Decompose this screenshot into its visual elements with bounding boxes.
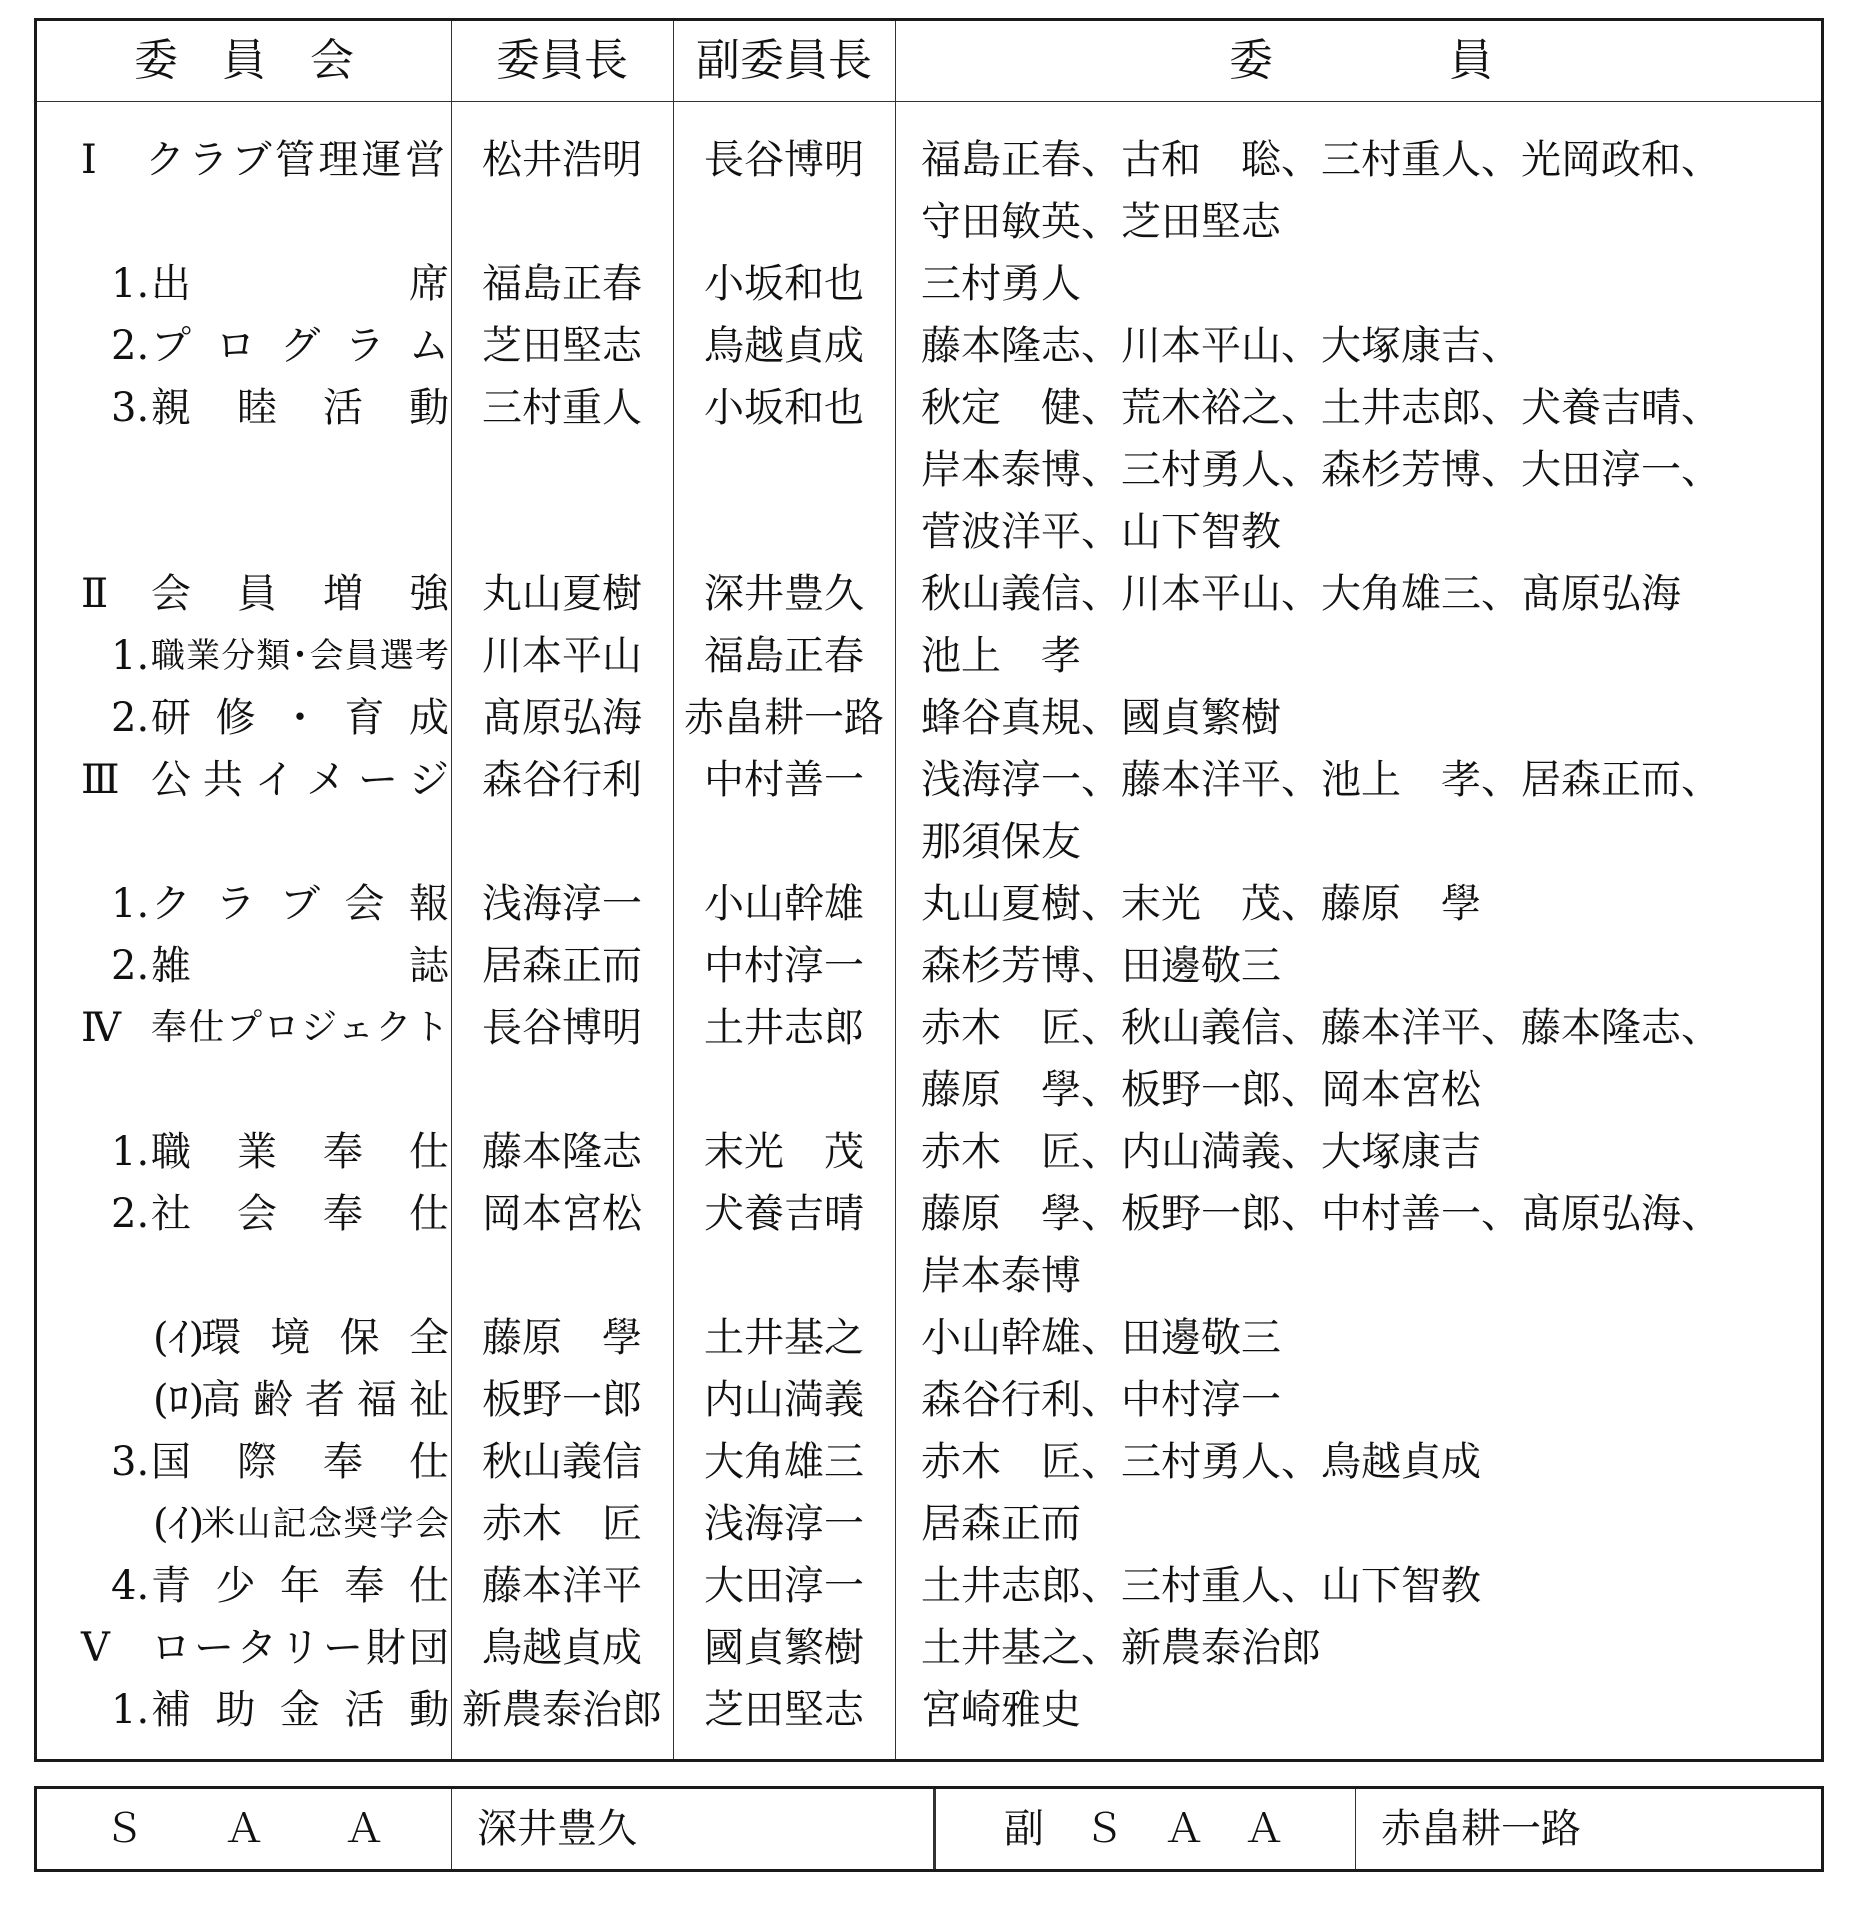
table-row [37, 873, 1821, 935]
table-row [37, 1183, 1821, 1299]
vice-saa-name: 赤畠耕一路 [1381, 1806, 1581, 1852]
members-line: 三村勇人 [921, 261, 1081, 307]
members-line: 岸本泰博、三村勇人、森杉芳博、大田淳一、 [921, 447, 1721, 493]
table-row [37, 1431, 1821, 1493]
chair-name: 丸山夏樹 [482, 571, 642, 617]
committee-name: プログラム [151, 323, 449, 369]
table-row [37, 1121, 1821, 1183]
members-line: 土井基之、新農泰治郎 [921, 1625, 1321, 1671]
members-line: 森杉芳博、田邊敬三 [921, 943, 1281, 989]
vice-chair-name: 國貞繁樹 [704, 1625, 864, 1671]
committee-name: 職 業 奉 仕 [151, 1129, 449, 1175]
chair-name: 福島正春 [482, 261, 642, 307]
committee-number: 4. [111, 1563, 150, 1609]
committee-number: (ｲ) [153, 1501, 205, 1547]
committee-number: 1. [111, 1687, 150, 1733]
table-row [37, 253, 1821, 315]
committee-name: 出 席 [151, 261, 449, 307]
chair-name: 新農泰治郎 [462, 1687, 662, 1733]
committee-name: 環境保全 [201, 1315, 449, 1361]
vice-chair-name: 土井志郎 [704, 1005, 864, 1051]
vice-chair-name: 芝田堅志 [704, 1687, 864, 1733]
committee-name: 親 睦 活 動 [151, 385, 449, 431]
members-line: 池上 孝 [921, 633, 1081, 679]
header-divider [37, 101, 1821, 102]
chair-name: 三村重人 [482, 385, 642, 431]
saa-table [34, 1786, 1824, 1872]
members-line: 那須保友 [921, 819, 1081, 865]
members-line: 蜂谷真規、國貞繁樹 [921, 695, 1281, 741]
vice-chair-name: 大田淳一 [704, 1563, 864, 1609]
vice-saa-label: 副 Ｓ Ａ Ａ [1004, 1806, 1284, 1852]
table-row [37, 625, 1821, 687]
chair-name: 藤原 學 [482, 1315, 642, 1361]
committee-name: 雑 誌 [151, 943, 449, 989]
committee-name: 研 修 ・ 育 成 [151, 695, 449, 741]
committee-number: Ⅰ [81, 137, 97, 183]
table-row [37, 1493, 1821, 1555]
table-row [37, 1307, 1821, 1369]
chair-name: 板野一郎 [482, 1377, 642, 1423]
vice-chair-name: 犬養吉晴 [704, 1191, 864, 1237]
table-row [37, 1679, 1821, 1741]
vice-chair-name: 土井基之 [704, 1315, 864, 1361]
committee-number: Ⅲ [81, 757, 120, 803]
members-line: 森谷行利、中村淳一 [921, 1377, 1281, 1423]
committee-number: 1. [111, 1129, 150, 1175]
chair-name: 浅海淳一 [482, 881, 642, 927]
committee-number: 3. [111, 385, 150, 431]
table-row [37, 129, 1821, 245]
vice-chair-name: 中村淳一 [704, 943, 864, 989]
committee-number: 2. [111, 323, 150, 369]
committee-number: (ﾛ) [153, 1377, 205, 1423]
committee-name: 高齢者福祉 [201, 1377, 449, 1423]
committee-name: 会 員 増 強 [151, 571, 449, 617]
committee-number: 2. [111, 695, 150, 741]
members-line: 守田敏英、芝田堅志 [921, 199, 1281, 245]
chair-name: 藤本隆志 [482, 1129, 642, 1175]
table-row [37, 997, 1821, 1113]
vice-chair-name: 小山幹雄 [704, 881, 864, 927]
vice-chair-name: 内山満義 [704, 1377, 864, 1423]
header-vice-chair: 副委員長 [696, 35, 872, 86]
committee-number: 2. [111, 943, 150, 989]
committee-number: (ｲ) [153, 1315, 205, 1361]
table-row [37, 749, 1821, 865]
column-divider [451, 1789, 452, 1869]
table-row [37, 315, 1821, 377]
members-line: 赤木 匠、内山満義、大塚康吉 [921, 1129, 1481, 1175]
members-line: 藤原 學、板野一郎、岡本宮松 [921, 1067, 1481, 1113]
chair-name: 岡本宮松 [482, 1191, 642, 1237]
saa-name: 深井豊久 [477, 1806, 637, 1852]
chair-name: 松井浩明 [482, 137, 642, 183]
committee-number: 1. [111, 261, 150, 307]
column-divider [1355, 1789, 1356, 1869]
committee-name: 職業分類･会員選考 [151, 636, 449, 676]
committee-number: 1. [111, 633, 150, 679]
table-row [37, 1555, 1821, 1617]
members-line: 小山幹雄、田邊敬三 [921, 1315, 1281, 1361]
members-line: 菅波洋平、山下智教 [921, 509, 1281, 555]
chair-name: 長谷博明 [482, 1005, 642, 1051]
table-row [37, 377, 1821, 555]
vice-chair-name: 鳥越貞成 [704, 323, 864, 369]
committee-number: Ⅴ [81, 1625, 110, 1671]
committee-name: 米山記念奨学会 [201, 1504, 449, 1544]
members-line: 丸山夏樹、末光 茂、藤原 學 [921, 881, 1481, 927]
vice-chair-name: 長谷博明 [704, 137, 864, 183]
committee-name: 国 際 奉 仕 [151, 1439, 449, 1485]
vice-chair-name: 福島正春 [704, 633, 864, 679]
committee-number: Ⅱ [81, 571, 109, 617]
table-row [37, 687, 1821, 749]
saa-label: Ｓ Ａ Ａ [104, 1806, 384, 1852]
members-line: 土井志郎、三村重人、山下智教 [921, 1563, 1481, 1609]
chair-name: 藤本洋平 [482, 1563, 642, 1609]
committee-name: 社 会 奉 仕 [151, 1191, 449, 1237]
chair-name: 秋山義信 [482, 1439, 642, 1485]
chair-name: 鳥越貞成 [482, 1625, 642, 1671]
members-line: 居森正而 [921, 1501, 1081, 1547]
members-line: 藤原 學、板野一郎、中村善一、髙原弘海、 [921, 1191, 1721, 1237]
committee-name: クラブ管理運営 [145, 137, 445, 183]
members-line: 岸本泰博 [921, 1253, 1081, 1299]
members-line: 宮崎雅史 [921, 1687, 1081, 1733]
header-members: 委 員 [1229, 35, 1493, 86]
chair-name: 居森正而 [482, 943, 642, 989]
vice-chair-name: 大角雄三 [704, 1439, 864, 1485]
committee-number: Ⅳ [81, 1005, 121, 1051]
vice-chair-name: 深井豊久 [704, 571, 864, 617]
committee-name: 奉仕プロジェクト [151, 1007, 449, 1048]
members-line: 秋山義信、川本平山、大角雄三、髙原弘海 [921, 571, 1681, 617]
members-line: 赤木 匠、三村勇人、鳥越貞成 [921, 1439, 1481, 1485]
members-line: 赤木 匠、秋山義信、藤本洋平、藤本隆志、 [921, 1005, 1721, 1051]
chair-name: 髙原弘海 [482, 695, 642, 741]
committee-name: 青 少 年 奉 仕 [151, 1563, 449, 1609]
vice-chair-name: 赤畠耕一路 [684, 695, 884, 741]
vice-chair-name: 小坂和也 [704, 261, 864, 307]
chair-name: 川本平山 [482, 633, 642, 679]
header-chair: 委員長 [496, 35, 628, 86]
committee-name: ロータリー財団 [151, 1625, 449, 1671]
vice-chair-name: 小坂和也 [704, 385, 864, 431]
vice-chair-name: 中村善一 [704, 757, 864, 803]
committee-number: 2. [111, 1191, 150, 1237]
vice-chair-name: 末光 茂 [704, 1129, 864, 1175]
members-line: 秋定 健、荒木裕之、土井志郎、犬養吉晴、 [921, 385, 1721, 431]
table-row [37, 935, 1821, 997]
table-row [37, 563, 1821, 625]
vice-chair-name: 浅海淳一 [704, 1501, 864, 1547]
committee-table [34, 18, 1824, 1762]
header-committee: 委 員 会 [134, 35, 354, 86]
committee-name: 公共イメージ [151, 757, 449, 803]
committee-number: 3. [111, 1439, 150, 1485]
members-line: 藤本隆志、川本平山、大塚康吉、 [921, 323, 1521, 369]
table-row [37, 1369, 1821, 1431]
members-line: 福島正春、古和 聡、三村重人、光岡政和、 [921, 137, 1721, 183]
committee-name: 補 助 金 活 動 [151, 1687, 449, 1733]
committee-number: 1. [111, 881, 150, 927]
committee-name: クラブ会報 [151, 881, 449, 927]
members-line: 浅海淳一、藤本洋平、池上 孝、居森正而、 [921, 757, 1721, 803]
chair-name: 森谷行利 [482, 757, 642, 803]
table-row [37, 1617, 1821, 1679]
chair-name: 芝田堅志 [482, 323, 642, 369]
chair-name: 赤木 匠 [482, 1501, 642, 1547]
